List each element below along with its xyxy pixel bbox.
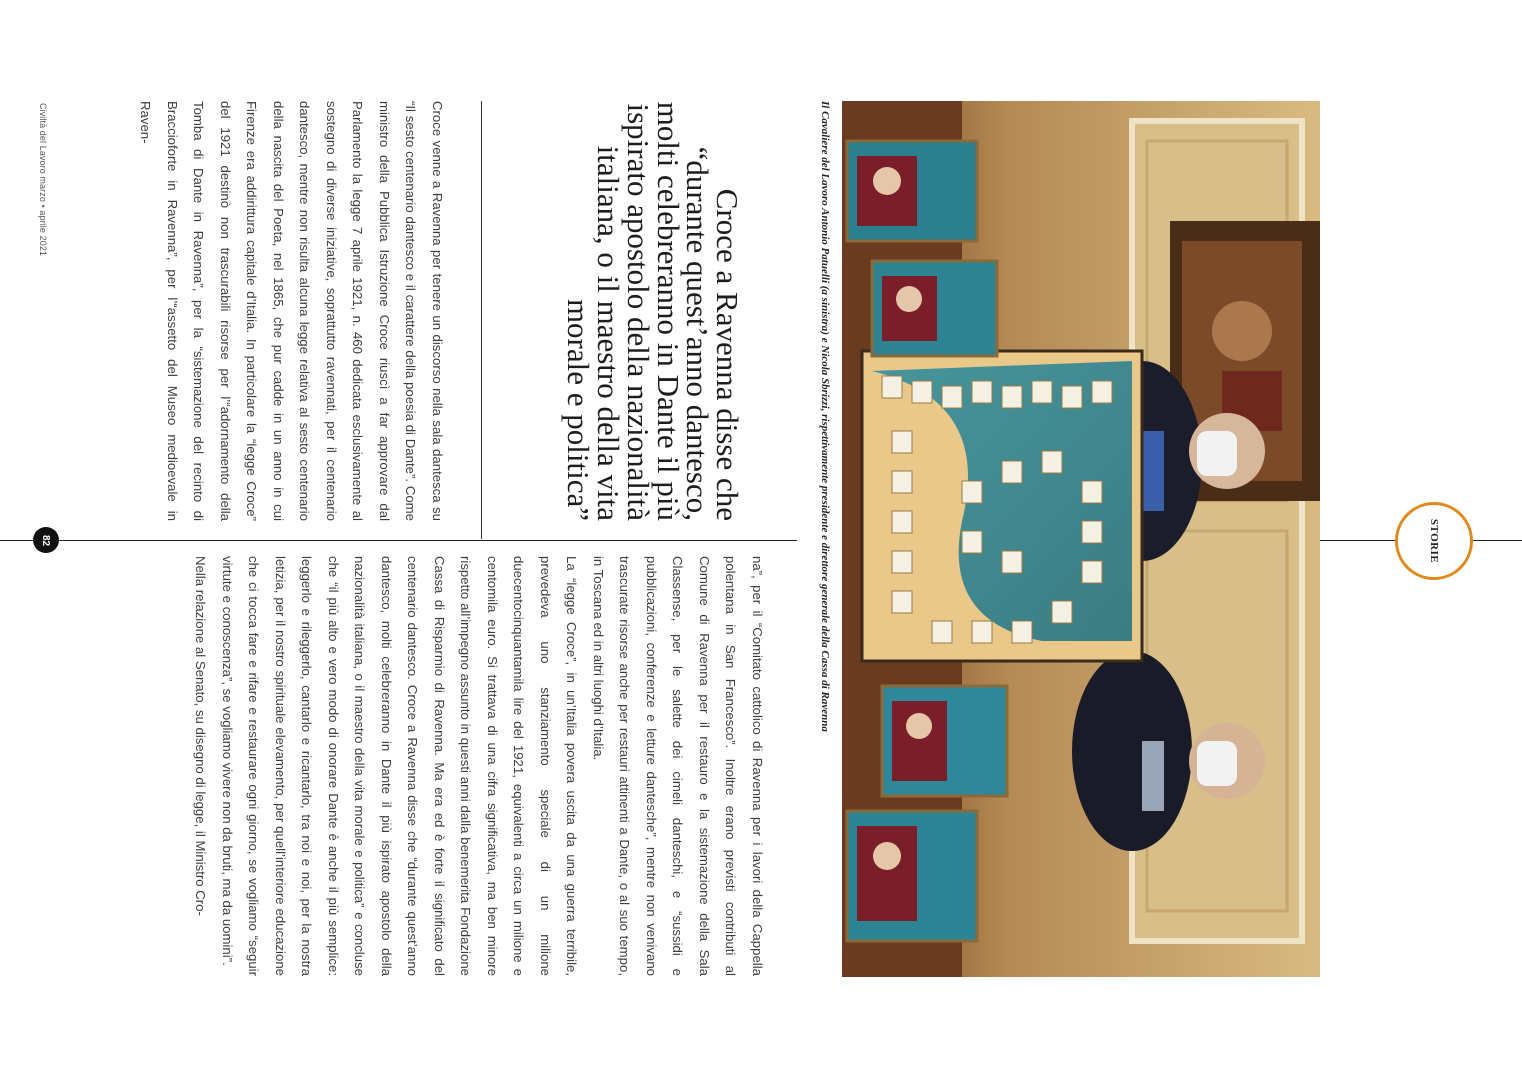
body-paragraph: Nella relazione al Senato, su disegno di legge, il Ministro Cro- <box>193 556 209 916</box>
game-box-icon <box>847 141 977 241</box>
body-paragraph: Croce venne a Ravenna per tenere un discorso nella sala dantesca su “Il sesto centenario dantesco e il carattere della poesia di Dante”. Come ministro della Pubblica Istruzione Croce riuscì a far approvare dal Parlamento la legge 7 aprile 1921, n. 460 dedicata esclusivamente al sostegno di diverse iniziative, soprattutto ravennati, per il centenario dantesco, mentre non risulta alcuna legge relativa al sesto centenario della nascita del Poeta, nel 1865, che pur cadde in un anno in cui Firenze era addirittura capitale d’Italia. In particolare la “legge Croce” del 1921 destinò non trascurabili risorse per l’“adornamento della Tomba di Dante in Ravenna”, per la “sistemazione del recinto di Braccioforte in Ravenna”, per l’“assetto del Museo medioevale in Raven- <box>138 101 445 521</box>
body-paragraph: La “legge Croce”, in un’Italia povera uscita da una guerra terribile, prevedeva uno stanziamento speciale di un milione duecentocinquantamila lire del 1921, equivalenti a circa un milione e centomila euro. Si trattava di una cifra significativa, ma ben minore rispetto all’impegno assunto in questi anni dalla benemerita Fondazione Cassa di Risparmio di Ravenna. Ma era ed è forte il significato del centenario dantesco. Croce a Ravenna disse che “durante quest’anno dantesco, molti celebreranno in Dante il più ispirato apostolo della nazionalità italiana, o il maestro della vita morale e politica” e concluse che “il più alto e vero modo di onorare Dante è anche il più semplice: leggerlo e rileggerlo, cantarlo e ricantarlo, tra noi e noi, per la nostra letizia, per il nostro spirituale elevamento, per quell’interiore educazione che ci tocca fare e rifare e restaurare ogni giorno, se vogliamo “seguir virtute e conoscenza”, se vogliamo vivere non da bruti, ma da uomini”. <box>220 556 580 976</box>
body-paragraph: na”, per il “Comitato cattolico di Ravenna per i lavori della Cappella polentana in San Francesco”. Inoltre erano previsti contributi al Comune di Ravenna per il restauro e la sistemazione della Sala Classense, per le salette dei cimeli danteschi, e “sussidi e pubblicazioni, conferenze e letture dantesche”, mentre non venivano trascurate risorse anche per restauri attinenti a Dante, o al suo tempo, in Toscana ed in altri luoghi d’Italia. <box>591 556 765 976</box>
running-head: Civiltà del Lavoro marzo • aprile 2021 <box>38 103 48 257</box>
pull-quote: Croce a Ravenna disse che “durante quest’anno dantesco, molti celebreranno in Dante il più ispirato apostolo della nazionalità italiana, o il maestro della vita morale e politica” <box>561 101 745 521</box>
section-badge: STORIE <box>1395 502 1473 580</box>
quote-rule <box>481 101 482 539</box>
game-box-icon <box>847 811 977 941</box>
body-text-bottom <box>130 556 770 976</box>
photo-caption: Il Cavaliere del Lavoro Antonio Patuelli (a sinistra) e Nicola Sbrizzi, rispettivamente presidente e direttore generale della Cassa di Ravenna <box>819 101 831 732</box>
body-text-top <box>130 101 450 521</box>
fold-rule-left <box>0 540 797 541</box>
photo <box>842 101 1320 977</box>
game-box-icon <box>872 261 997 356</box>
page-number: 82 <box>33 527 59 553</box>
photo-illustration <box>842 101 1320 977</box>
game-box-icon <box>882 686 1007 796</box>
